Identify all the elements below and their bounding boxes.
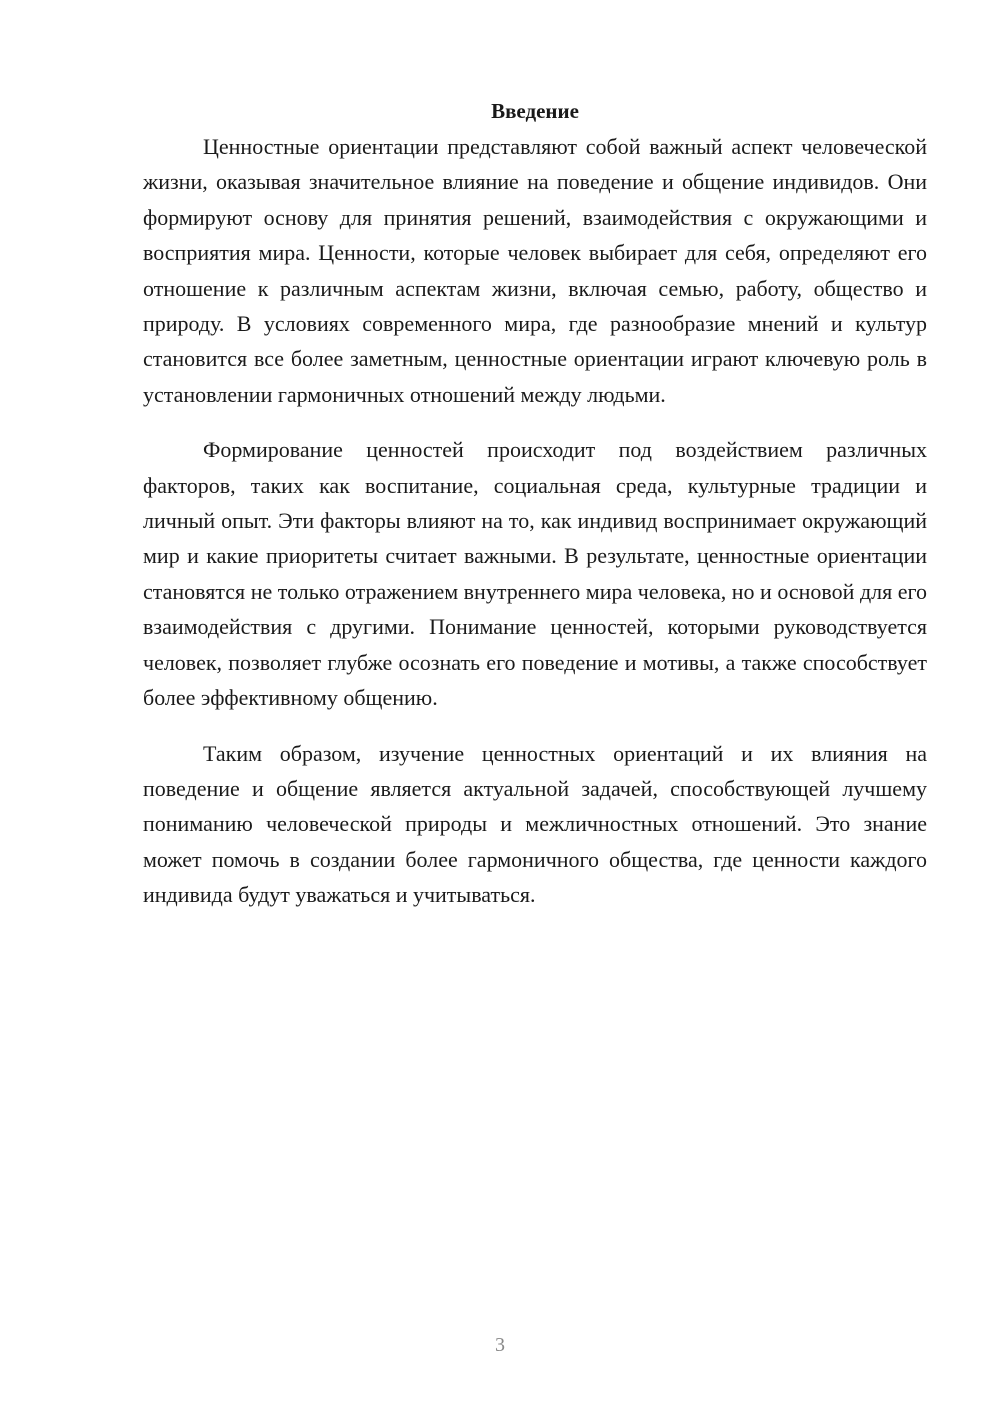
- paragraph-3: Таким образом, изучение ценностных ориентаций и их влияния на поведение и общение является актуальной задачей, способствующей лучшему пониманию человеческой природы и межличностных отношений. Это знание может помочь в создании более гармоничного общества, где ценности каждого индивида будут уважаться и учитываться.: [143, 740, 927, 908]
- section-title: Введение: [491, 99, 579, 123]
- paragraph-2: Формирование ценностей происходит под воздействием различных факторов, таких как воспитание, социальная среда, культурные традиции и личный опыт. Эти факторы влияют на то, как индивид воспринимает окружающий мир и какие приоритеты считает важными. В результате, ценностные ориентации становятся не только отражением внутреннего мира человека, но и основой для его взаимодействия с другими. Понимание ценностей, которыми руководствуется человек, позволяет глубже осознать его поведение и мотивы, а также способствует более эффективному общению.: [143, 437, 927, 711]
- page-content: [143, 94, 927, 933]
- paragraph-1: Ценностные ориентации представляют собой важный аспект человеческой жизни, оказывая значительное влияние на поведение и общение индивидов. Они формируют основу для принятия решений, взаимодействия с окружающими и восприятия мира. Ценности, которые человек выбирает для себя, определяют его отношение к различным аспектам жизни, включая семью, работу, общество и природу. В условиях современного мира, где разнообразие мнений и культур становится все более заметным, ценностные ориентации играют ключевую роль в установлении гармоничных отношений между людьми.: [143, 134, 927, 407]
- page-number: 3: [495, 1334, 505, 1356]
